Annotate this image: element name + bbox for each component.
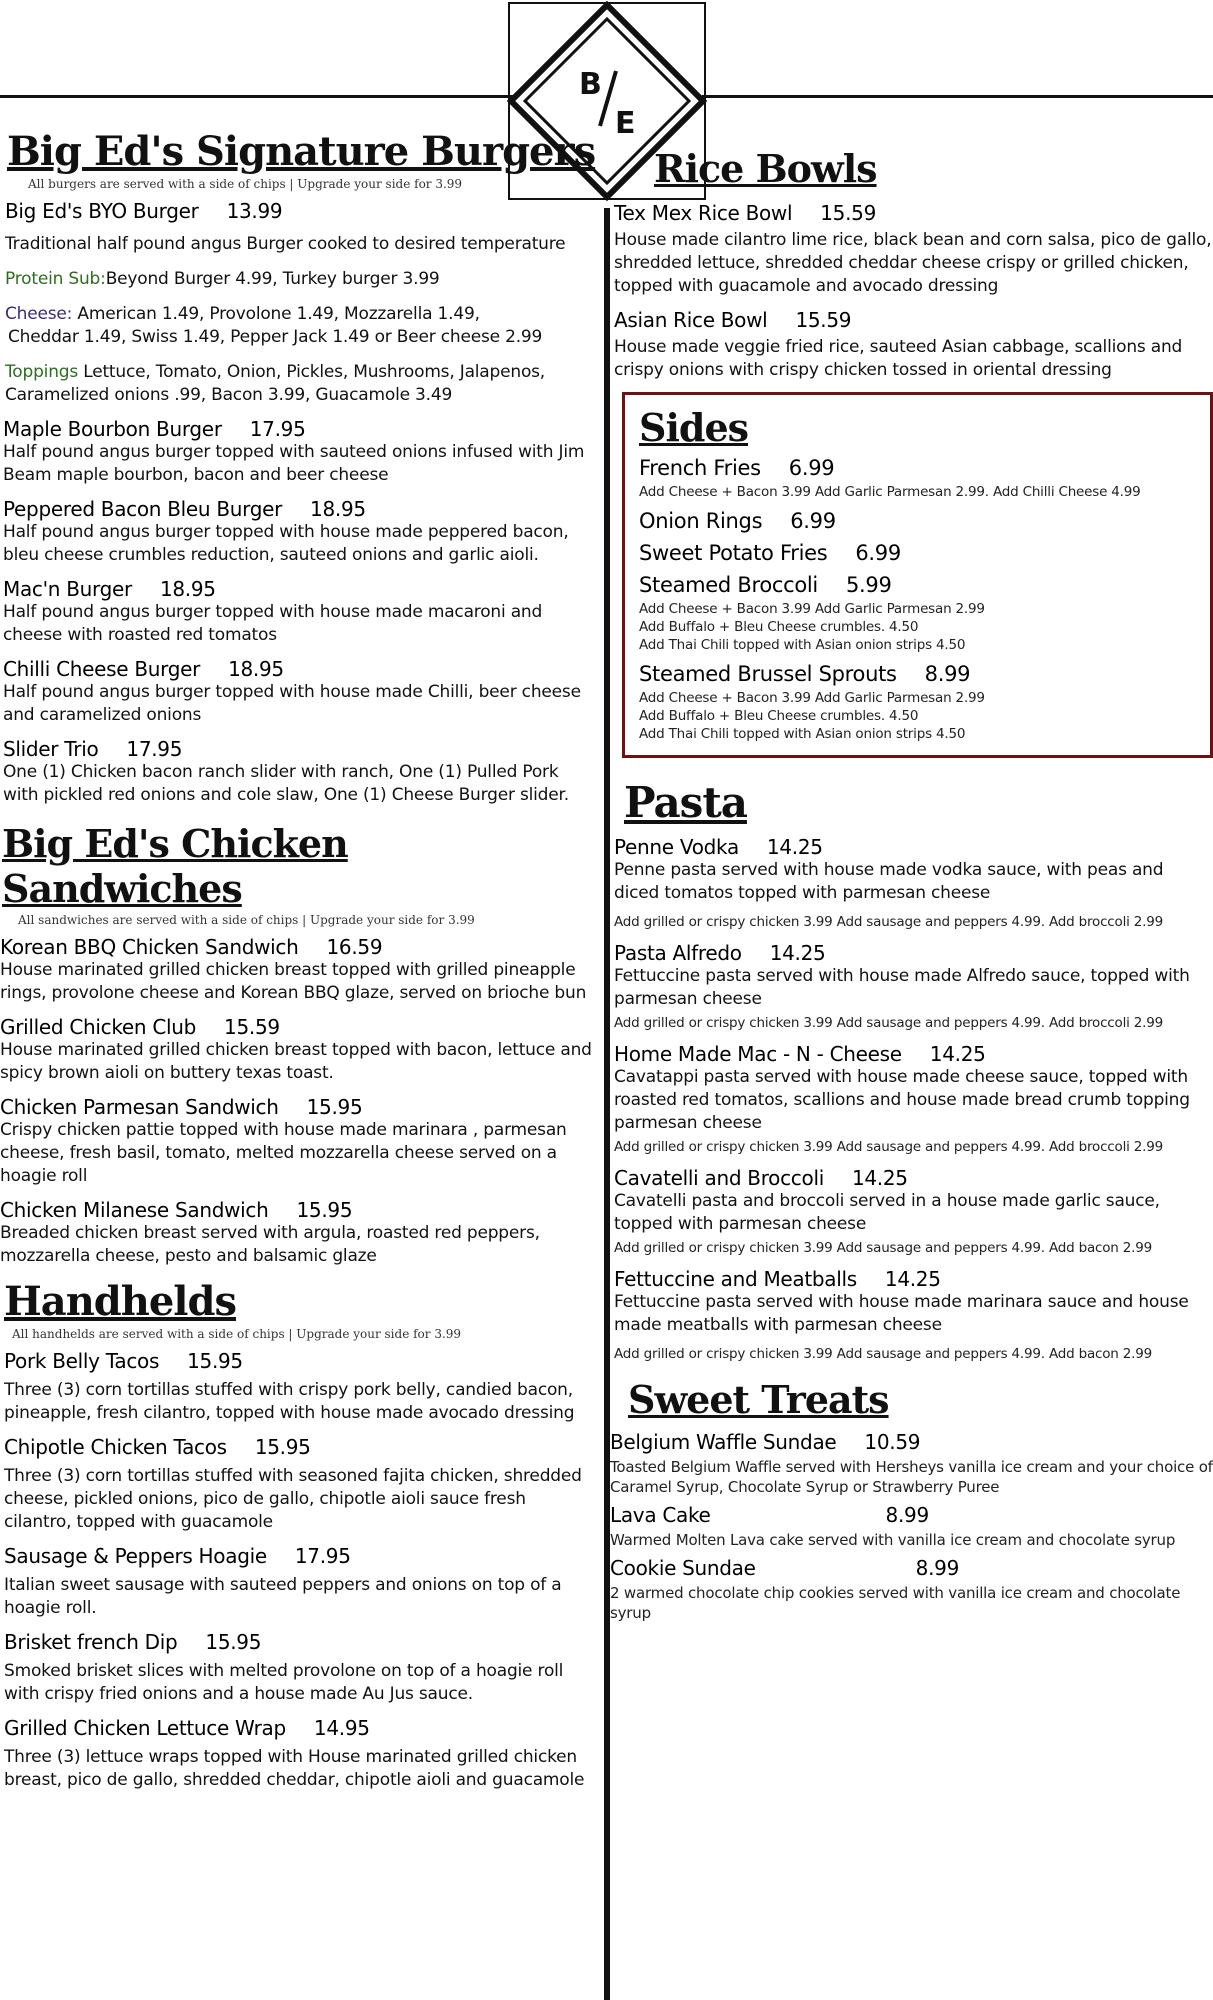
item-price: 14.25	[766, 835, 823, 859]
item-name: Mac'n Burger	[3, 577, 132, 601]
toppings-text-2: Caramelized onions .99, Bacon 3.99, Guacamole 3.49	[5, 385, 453, 405]
item-name: Asian Rice Bowl	[614, 308, 768, 332]
item-desc: Smoked brisket slices with melted provolone on top of a hoagie roll with crispy fried onions and a house made Au Jus sauce.	[4, 1661, 564, 1704]
item-price: 6.99	[855, 541, 901, 565]
item-name: Grilled Chicken Lettuce Wrap	[4, 1716, 286, 1740]
burgers-note: All burgers are served with a side of chips | Upgrade your side for 3.99	[28, 177, 463, 191]
item-price: 14.95	[313, 1716, 370, 1740]
item-price: 8.99	[924, 662, 971, 686]
handhelds-title: Handhelds	[4, 1278, 236, 1325]
sweets-section	[610, 1377, 1213, 1623]
item-name: Cavatelli and Broccoli	[614, 1166, 824, 1190]
item-heading	[639, 541, 1198, 565]
protein-label: Protein Sub:	[5, 269, 106, 289]
handhelds-section	[4, 1278, 596, 1792]
item-desc: Fettuccine pasta served with house made marinara sauce and house made meatballs with parmesan cheese	[614, 1292, 1189, 1335]
burgers-section	[0, 128, 596, 807]
item-name: Tex Mex Rice Bowl	[614, 201, 793, 225]
left-column	[0, 128, 596, 1802]
menu-item	[0, 935, 596, 1005]
item-desc: Cavatappi pasta served with house made cheese sauce, topped with roasted red tomatos, scallions and house made bread crumb topping parmesan cheese	[614, 1067, 1190, 1133]
item-desc: Crispy chicken pattie topped with house made marinara , parmesan cheese, fresh basil, tomato, melted mozzarella cheese served on a hoagie roll	[0, 1120, 567, 1186]
item-name: Sweet Potato Fries	[639, 541, 828, 565]
item-price: 17.95	[126, 737, 183, 761]
menu-item	[3, 737, 596, 807]
side-item	[639, 456, 1198, 501]
item-price: 17.95	[249, 417, 306, 441]
item-name: Penne Vodka	[614, 835, 739, 859]
chicken-note: All sandwiches are served with a side of chips | Upgrade your side for 3.99	[18, 913, 475, 927]
item-desc: Cavatelli pasta and broccoli served in a house made garlic sauce, topped with parmesan cheese	[614, 1191, 1160, 1234]
item-name: Chilli Cheese Burger	[3, 657, 201, 681]
menu-item	[0, 1198, 596, 1268]
item-addon: Add grilled or crispy chicken 3.99 Add sausage and peppers 4.99. Add broccoli 2.99	[614, 1015, 1164, 1031]
item-price: 14.25	[884, 1267, 941, 1291]
item-price: 14.25	[851, 1166, 908, 1190]
item-price: 18.95	[159, 577, 216, 601]
sweets-title: Sweet Treats	[628, 1377, 889, 1422]
item-desc: Warmed Molten Lava cake served with vanilla ice cream and chocolate syrup	[610, 1531, 1176, 1549]
item-name: Belgium Waffle Sundae	[610, 1430, 837, 1454]
logo-letter-e: E	[615, 106, 636, 141]
menu-item	[0, 1015, 596, 1085]
item-price: 8.99	[915, 1556, 959, 1580]
item-desc: Traditional half pound angus Burger cooked to desired temperature	[5, 234, 566, 254]
menu-item	[614, 1267, 1213, 1363]
rice-title: Rice Bowls	[654, 146, 877, 191]
item-price: 17.95	[294, 1544, 351, 1568]
item-heading	[3, 657, 596, 681]
item-desc: Three (3) corn tortillas stuffed with seasoned fajita chicken, shredded cheese, pickled onions, pico de gallo, chipotle aioli sauce fresh cilantro, topped with guacamole	[4, 1466, 582, 1532]
item-heading	[4, 1630, 596, 1654]
item-heading	[5, 199, 596, 223]
item-price: 15.95	[205, 1630, 262, 1654]
item-name: Lava Cake	[610, 1503, 711, 1527]
logo-letter-b: B	[579, 67, 602, 102]
item-addon: Add Cheese + Bacon 3.99 Add Garlic Parmesan 2.99	[639, 601, 985, 617]
item-heading	[610, 1430, 1213, 1454]
menu-item	[4, 1349, 596, 1425]
item-price: 14.25	[769, 941, 826, 965]
item-desc: Three (3) corn tortillas stuffed with crispy pork belly, candied bacon, pineapple, fresh cilantro, topped with house made avocado dressing	[4, 1380, 575, 1423]
menu-item	[4, 1716, 596, 1792]
item-price: 15.59	[224, 1015, 280, 1039]
pasta-title: Pasta	[624, 778, 747, 827]
menu-item	[614, 308, 1213, 382]
menu-item	[610, 1556, 1213, 1623]
item-desc: House made cilantro lime rice, black bean and corn salsa, pico de gallo, shredded lettuce, shredded cheddar cheese crispy or grilled chicken, topped with guacamole and avocado dressing	[614, 230, 1212, 296]
menu-item	[610, 1503, 1213, 1550]
item-desc: House marinated grilled chicken breast topped with bacon, lettuce and spicy brown aioli on buttery texas toast.	[0, 1040, 592, 1083]
item-name: Peppered Bacon Bleu Burger	[3, 497, 283, 521]
item-heading	[639, 662, 1198, 686]
menu-item	[4, 1630, 596, 1706]
item-desc: Three (3) lettuce wraps topped with House marinated grilled chicken breast, pico de gallo, shredded cheddar, chipotle aioli and guacamole	[4, 1747, 585, 1790]
item-name: Grilled Chicken Club	[0, 1015, 197, 1039]
sides-title: Sides	[639, 405, 749, 450]
item-price: 15.95	[296, 1198, 353, 1222]
menu-item	[0, 1095, 596, 1188]
cheese-text-2: Cheddar 1.49, Swiss 1.49, Pepper Jack 1.49 or Beer cheese 2.99	[8, 327, 543, 347]
item-name: Cookie Sundae	[610, 1556, 756, 1580]
item-addon: Add Thai Chili topped with Asian onion strips 4.50	[639, 726, 966, 742]
item-heading	[610, 1556, 1213, 1580]
item-price: 18.95	[228, 657, 284, 681]
menu-item	[4, 1435, 596, 1534]
menu-item	[614, 941, 1213, 1032]
item-heading	[3, 417, 596, 441]
menu-item	[4, 1544, 596, 1620]
item-addon: Add Cheese + Bacon 3.99 Add Garlic Parmesan 2.99	[639, 690, 985, 706]
item-heading	[4, 1544, 596, 1568]
side-item	[639, 573, 1198, 654]
menu-item	[614, 1042, 1213, 1156]
item-desc: House marinated grilled chicken breast topped with grilled pineapple rings, provolone cheese and Korean BBQ glaze, served on brioche bun	[0, 960, 587, 1003]
item-price: 6.99	[788, 456, 835, 480]
rice-list	[614, 201, 1213, 382]
menu-item	[3, 577, 596, 647]
item-price: 16.59	[326, 935, 383, 959]
item-desc: Breaded chicken breast served with argula, roasted red peppers, mozzarella cheese, pesto and balsamic glaze	[0, 1223, 540, 1266]
menu-item	[3, 657, 596, 727]
item-heading	[639, 456, 1198, 480]
item-heading	[610, 1503, 1213, 1527]
item-heading	[4, 1435, 596, 1459]
item-heading	[0, 935, 596, 959]
burgers-title: Big Ed's Signature Burgers	[7, 128, 596, 175]
chicken-section	[0, 821, 596, 1268]
menu-item	[614, 201, 1213, 298]
item-desc: Toasted Belgium Waffle served with Hersheys vanilla ice cream and your choice of Caramel Syrup, Chocolate Syrup or Strawberry Puree	[610, 1458, 1213, 1496]
item-price: 6.99	[790, 509, 836, 533]
toppings-text: Lettuce, Tomato, Onion, Pickles, Mushrooms, Jalapenos,	[78, 362, 546, 382]
item-name: French Fries	[639, 456, 761, 480]
item-heading	[0, 1198, 596, 1222]
item-addon: Add grilled or crispy chicken 3.99 Add sausage and peppers 4.99. Add broccoli 2.99	[614, 1139, 1164, 1155]
item-addon: Add Buffalo + Bleu Cheese crumbles. 4.50	[639, 619, 919, 635]
item-addon: Add Cheese + Bacon 3.99 Add Garlic Parmesan 2.99. Add Chilli Cheese 4.99	[639, 484, 1141, 500]
side-item	[639, 662, 1198, 743]
header-rule-left	[0, 95, 513, 98]
item-name: Pork Belly Tacos	[4, 1349, 160, 1373]
item-name: Maple Bourbon Burger	[3, 417, 222, 441]
item-name: Steamed Broccoli	[639, 573, 818, 597]
item-heading	[614, 1267, 1213, 1291]
item-addon: Add grilled or crispy chicken 3.99 Add sausage and peppers 4.99. Add broccoli 2.99	[614, 914, 1164, 930]
item-addon: Add Thai Chili topped with Asian onion strips 4.50	[639, 637, 966, 653]
item-name: Fettuccine and Meatballs	[614, 1267, 857, 1291]
item-name: Chipotle Chicken Tacos	[4, 1435, 227, 1459]
item-price: 8.99	[885, 1503, 929, 1527]
menu-item	[3, 417, 596, 487]
item-heading	[0, 1095, 596, 1119]
item-heading	[4, 1349, 596, 1373]
burger-list	[3, 417, 596, 807]
item-heading	[614, 1166, 1213, 1190]
handhelds-note: All handhelds are served with a side of chips | Upgrade your side for 3.99	[12, 1327, 462, 1341]
item-price: 15.95	[254, 1435, 311, 1459]
chicken-title: Big Ed's Chicken Sandwiches	[2, 821, 348, 911]
item-name: Onion Rings	[639, 509, 763, 533]
item-heading	[614, 835, 1213, 859]
item-price: 15.95	[187, 1349, 243, 1373]
item-heading	[614, 308, 1213, 332]
menu-item	[610, 1430, 1213, 1497]
item-name: Chicken Milanese Sandwich	[0, 1198, 269, 1222]
item-heading	[614, 201, 1213, 225]
item-name: Korean BBQ Chicken Sandwich	[0, 935, 299, 959]
item-desc: House made veggie fried rice, sauteed Asian cabbage, scallions and crispy onions with crispy chicken tossed in oriental dressing	[614, 337, 1183, 380]
item-heading	[3, 737, 596, 761]
sides-box	[622, 392, 1213, 758]
item-price: 15.59	[820, 201, 877, 225]
item-name: Steamed Brussel Sprouts	[639, 662, 897, 686]
item-addon: Add grilled or crispy chicken 3.99 Add sausage and peppers 4.99. Add bacon 2.99	[614, 1346, 1153, 1362]
cheese-text: American 1.49, Provolone 1.49, Mozzarella 1.49,	[72, 304, 480, 324]
item-heading	[4, 1716, 596, 1740]
menu-item	[614, 1166, 1213, 1257]
item-name: Home Made Mac - N - Cheese	[614, 1042, 902, 1066]
item-heading	[614, 1042, 1213, 1066]
item-price: 13.99	[226, 199, 283, 223]
byo-burger	[5, 199, 596, 407]
item-name: Sausage & Peppers Hoagie	[4, 1544, 267, 1568]
item-desc: Half pound angus burger topped with house made macaroni and cheese with roasted red tomatos	[3, 602, 543, 645]
header-rule-right	[702, 95, 1213, 98]
toppings-label: Toppings	[5, 362, 79, 382]
item-name: Chicken Parmesan Sandwich	[0, 1095, 279, 1119]
rice-section	[654, 146, 1213, 191]
item-heading	[3, 497, 596, 521]
item-heading	[639, 509, 1198, 533]
item-price: 5.99	[845, 573, 892, 597]
item-desc: Penne pasta served with house made vodka sauce, with peas and diced tomatos topped with parmesan cheese	[614, 860, 1164, 903]
item-desc: Italian sweet sausage with sauteed peppers and onions on top of a hoagie roll.	[4, 1575, 562, 1618]
item-addon: Add Buffalo + Bleu Cheese crumbles. 4.50	[639, 708, 919, 724]
item-name: Slider Trio	[3, 737, 99, 761]
item-heading	[3, 577, 596, 601]
item-name: Big Ed's BYO Burger	[5, 199, 199, 223]
side-item	[639, 541, 1198, 565]
menu-item	[3, 497, 596, 567]
side-item	[639, 509, 1198, 533]
item-heading	[639, 573, 1198, 597]
menu-item	[614, 835, 1213, 931]
item-desc: 2 warmed chocolate chip cookies served with vanilla ice cream and chocolate syrup	[610, 1584, 1181, 1622]
item-price: 15.59	[795, 308, 852, 332]
item-heading	[0, 1015, 596, 1039]
item-desc: One (1) Chicken bacon ranch slider with ranch, One (1) Pulled Pork with pickled red onions and cole slaw, One (1) Cheese Burger slider.	[3, 762, 569, 805]
item-name: Pasta Alfredo	[614, 941, 742, 965]
cheese-label: Cheese:	[5, 304, 73, 324]
item-addon: Add grilled or crispy chicken 3.99 Add sausage and peppers 4.99. Add bacon 2.99	[614, 1240, 1153, 1256]
right-column	[608, 146, 1213, 1633]
item-desc: Half pound angus burger topped with house made Chilli, beer cheese and caramelized onions	[3, 682, 581, 725]
item-price: 10.59	[864, 1430, 921, 1454]
item-price: 14.25	[929, 1042, 986, 1066]
item-desc: Half pound angus burger topped with sauteed onions infused with Jim Beam maple bourbon, bacon and beer cheese	[3, 442, 585, 485]
protein-text: Beyond Burger 4.99, Turkey burger 3.99	[105, 269, 440, 289]
item-desc: Fettuccine pasta served with house made Alfredo sauce, topped with parmesan cheese	[614, 966, 1190, 1009]
pasta-section	[614, 778, 1213, 1363]
item-price: 15.95	[306, 1095, 363, 1119]
item-price: 18.95	[310, 497, 366, 521]
item-name: Brisket french Dip	[4, 1630, 178, 1654]
item-heading	[614, 941, 1213, 965]
item-desc: Half pound angus burger topped with house made peppered bacon, bleu cheese crumbles reduction, sauteed onions and garlic aioli.	[3, 522, 569, 565]
